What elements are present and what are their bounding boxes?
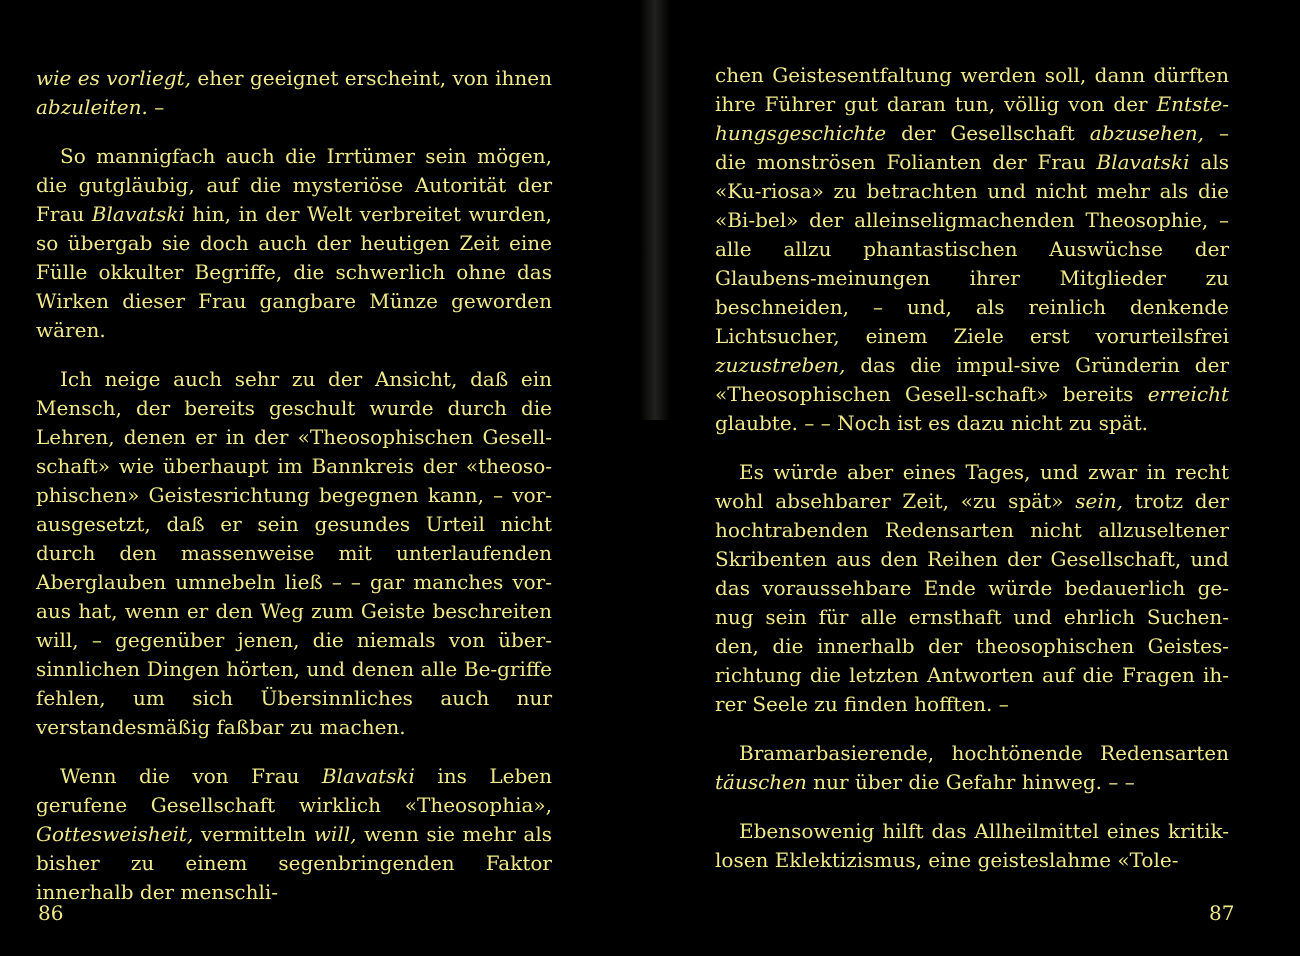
italic-run: Gottesweisheit, — [36, 822, 194, 846]
paragraph: Es würde aber eines Tages, und zwar in recht wohl absehbarer Zeit, «zu spät» sein, trotz der hochtrabenden Redensarten nicht allzuseltener Skribenten aus den Reihen der Gesellschaft, und das voraussehbare Ende würde bedauerlich ge-nug sein für alle ernsthaft und ehrlich Suchen-den, die innerhalb der theosophischen Geistes-richtung die letzten Antworten auf die Fragen ih-rer Seele zu finden hofften. – — [715, 460, 1229, 716]
right-page — [655, 0, 1300, 956]
italic-run: Blavatski — [91, 202, 185, 226]
page-number: 87 — [1209, 901, 1235, 925]
italic-run: abzusehen, — [1089, 121, 1204, 145]
italic-run: will, — [313, 822, 357, 846]
left-page-text — [36, 64, 552, 927]
paragraph: Ich neige auch sehr zu der Ansicht, daß ein Mensch, der bereits geschult wurde durch die Lehren, denen er in der «Theosophischen Gesell-schaft» wie überhaupt im Bannkreis der «theoso-phischen» Geistesrichtung begegnen kann, – vor-ausgesetzt, daß er sein gesundes Urteil nicht durch den massenweise mit unterlaufenden Aberglauben umnebeln ließ – – gar manches vor-aus hat, wenn er den Weg zum Geiste beschreiten will, – gegenüber jenen, die niemals von über-sinnlichen Dingen hörten, und denen alle Be-griffe fehlen, um sich Übersinnliches auch nur verstandesmäßig faßbar zu machen. — [36, 367, 552, 739]
italic-run: Blavatski — [321, 764, 415, 788]
paragraph: Wenn die von Frau Blavatski ins Leben gerufene Gesellschaft wirklich «Theosophia», Gottesweisheit, vermitteln will, wenn sie mehr als bisher zu einem segenbringenden Faktor innerhalb der menschli- — [36, 764, 552, 904]
left-page — [0, 0, 640, 956]
italic-run: zuzustreben, — [715, 353, 846, 377]
page-number: 86 — [38, 901, 64, 925]
paragraph: wie es vorliegt, eher geeignet erscheint, von ihnen abzuleiten. – — [36, 66, 552, 119]
italic-run: abzuleiten. — [36, 95, 148, 119]
italic-run: wie es vorliegt, — [36, 66, 192, 90]
italic-run: erreicht — [1147, 382, 1229, 406]
paragraph: So mannigfach auch die Irrtümer sein mögen, die gutgläubig, auf die mysteriöse Autorität der Frau Blavatski hin, in der Welt verbreitet wurden, so übergab sie doch auch der heutigen Zeit eine Fülle okkulter Begriffe, die schwerlich ohne das Wirken dieser Frau gangbare Münze geworden wären. — [36, 144, 552, 342]
paragraph: chen Geistesentfaltung werden soll, dann dürften ihre Führer gut daran tun, völlig von der Entste-hungsgeschichte der Gesellschaft abzusehen, – die monströsen Folianten der Frau Blavatski als «Ku-riosa» zu betrachten und nicht mehr als die «Bi-bel» der alleinseligmachenden Theosophie, – alle allzu phantastischen Auswüchse der Glaubens-meinungen ihrer Mitglieder zu beschneiden, – und, als reinlich denkende Lichtsucher, einem Ziele erst vorurteilsfrei zuzustreben, das die impul-sive Gründerin der «Theosophischen Gesell-schaft» bereits erreicht glaubte. – – Noch ist es dazu nicht zu spät. — [715, 63, 1230, 435]
paragraph: Bramarbasierende, hochtönende Redensarten täuschen nur über die Gefahr hinweg. – – — [715, 741, 1229, 794]
italic-run: Blavatski — [1096, 150, 1190, 174]
right-page-text — [715, 61, 1229, 895]
italic-run: Entste-hungsgeschichte — [715, 92, 1229, 145]
italic-run: täuschen — [715, 770, 807, 794]
italic-run: sein, — [1075, 489, 1123, 513]
paragraph: Ebensowenig hilft das Allheilmittel eines kritik-losen Eklektizismus, eine geisteslahme «Tole- — [715, 819, 1229, 872]
